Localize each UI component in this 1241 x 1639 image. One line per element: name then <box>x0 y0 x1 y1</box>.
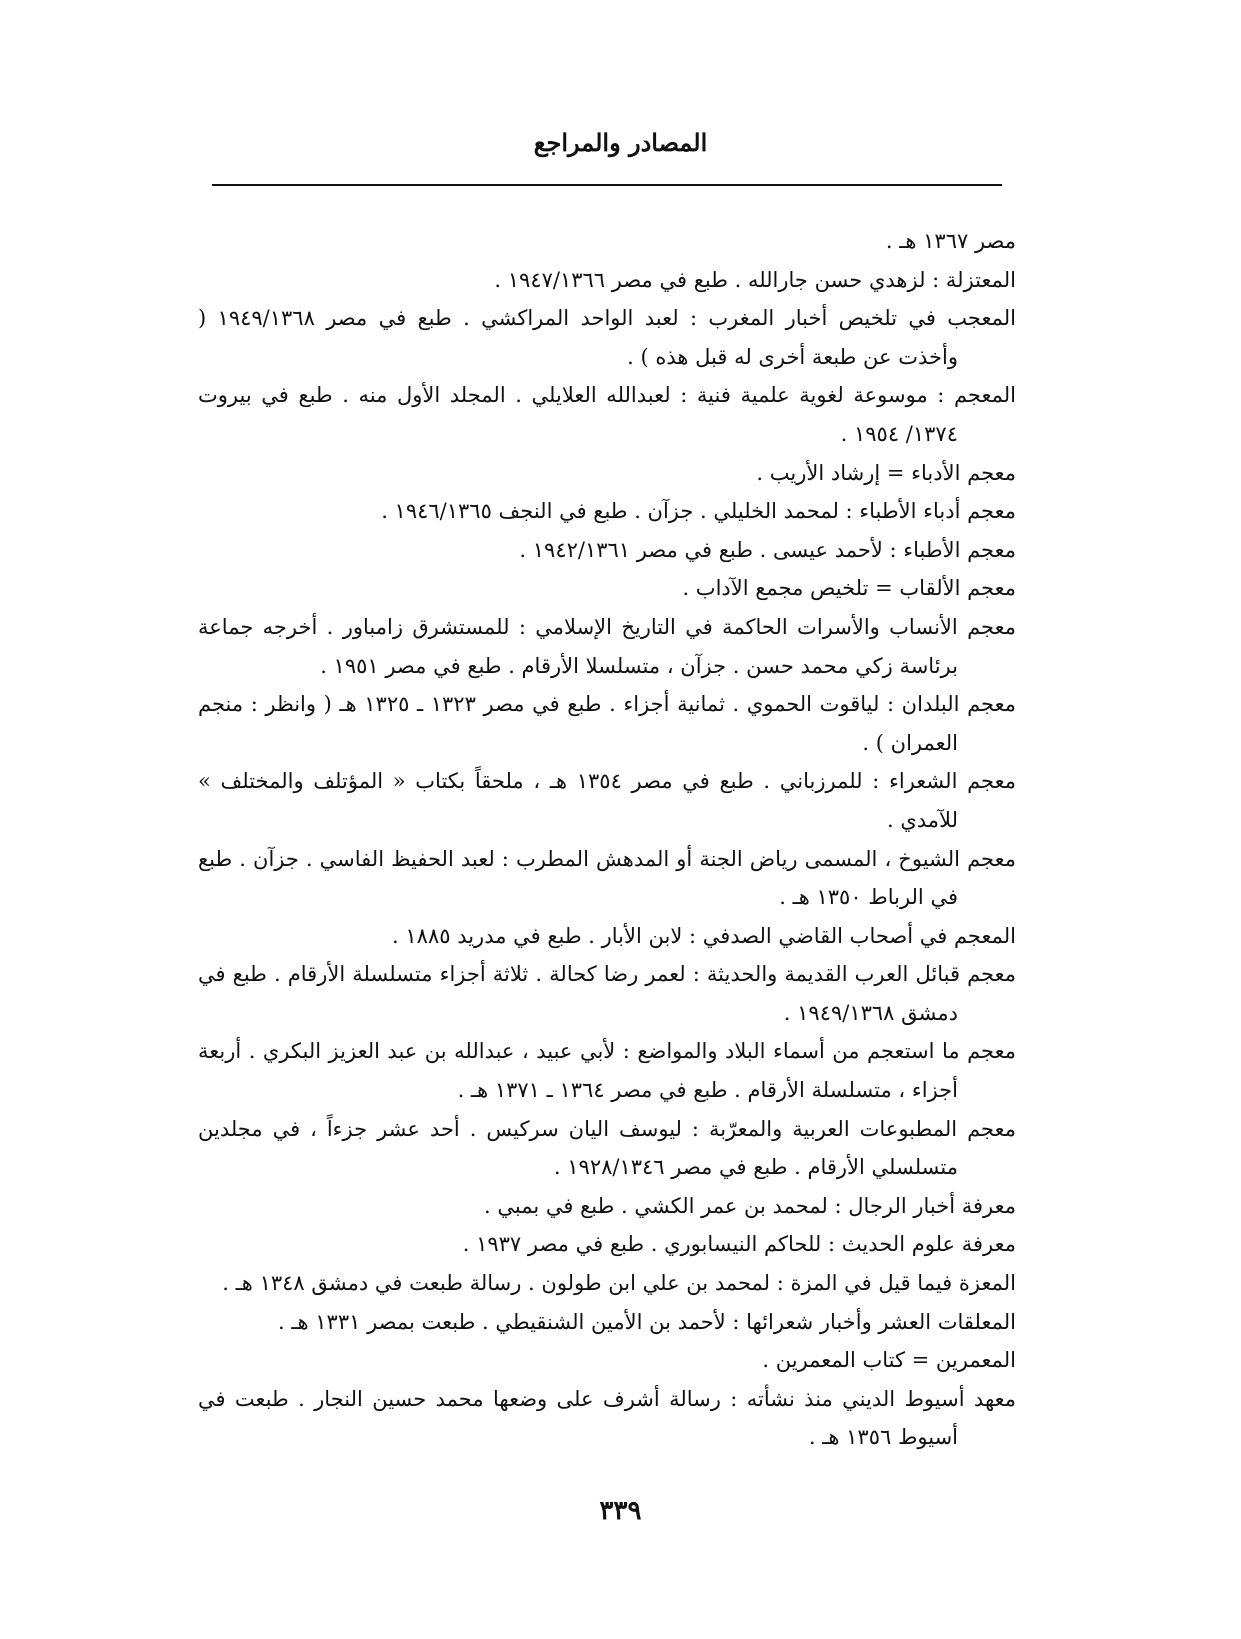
bibliography-entry: معجم الشعراء : للمرزباني . طبع في مصر ١٣٥٤ هـ ، ملحقاً بكتاب « المؤتلف والمختلف » للآمدي . <box>198 769 1016 832</box>
bibliography-entry: المعتزلة : لزهدي حسن جارالله . طبع في مصر ١٩٤٧/١٣٦٦ . <box>494 267 1016 292</box>
bibliography-entry: معجم قبائل العرب القديمة والحديثة : لعمر رضا كحالة . ثلاثة أجزاء متسلسلة الأرقام . طبع في دمشق ١٩٤٩/١٣٦٨ . <box>198 962 1016 1025</box>
bibliography-entry: معجم الشيوخ ، المسمى رياض الجنة أو المدهش المطرب : لعبد الحفيظ الفاسي . جزآن . طبع في الرباط ١٣٥٠ هـ . <box>198 846 1016 910</box>
header-divider <box>212 184 1002 186</box>
bibliography-entry: معجم الأدباء = إرشاد الأريب . <box>756 460 1016 485</box>
bibliography-entry: معجم المطبوعات العربية والمعرّبة : ليوسف اليان سركيس . أحد عشر جزءاً ، في مجلدين متسلسلي الأرقام . طبع في مصر ١٩٢٨/١٣٤٦ . <box>198 1116 1016 1180</box>
page-header-title: المصادر والمراجع <box>533 128 708 157</box>
bibliography-entry: معهد أسيوط الديني منذ نشأته : رسالة أشرف على وضعها محمد حسين النجار . طبعت في أسيوط ١٣٥٦ هـ . <box>198 1386 1016 1450</box>
bibliography-entry: المعجب في تلخيص أخبار المغرب : لعبد الواحد المراكشي . طبع في مصر ١٩٤٩/١٣٦٨ ( وأخذت عن طبعة أخرى له قبل هذه ) . <box>198 306 1016 369</box>
bibliography-entry: مصر ١٣٦٧ هـ . <box>885 229 1016 253</box>
bibliography-entry: معجم الأطباء : لأحمد عيسى . طبع في مصر ١٩٤٢/١٣٦١ . <box>519 537 1016 562</box>
bibliography-entry: معرفة أخبار الرجال : لمحمد بن عمر الكشي . طبع في بمبي . <box>484 1193 1016 1218</box>
bibliography-entry: المعمرين = كتاب المعمرين . <box>762 1348 1016 1373</box>
bibliography-entry: معجم الألقاب = تلخيص مجمع الآداب . <box>682 576 1016 601</box>
page-number: ٣٣٩ <box>599 1496 642 1526</box>
bibliography-entry: معجم الأنساب والأسرات الحاكمة في التاريخ الإسلامي : للمستشرق زامباور . أخرجه جماعة برئاسة زكي محمد حسن . جزآن ، متسلسلا الأرقام . طبع في مصر ١٩٥١ . <box>198 614 1016 678</box>
bibliography-entry: معجم أدباء الأطباء : لمحمد الخليلي . جزآن . طبع في النجف ١٩٤٦/١٣٦٥ . <box>381 499 1016 524</box>
bibliography-entry: المعجم : موسوعة لغوية علمية فنية : لعبدالله العلايلي . المجلد الأول منه . طبع في بيروت ١٣٧٤/ ١٩٥٤ . <box>198 383 1016 446</box>
bibliography-entry: معجم ما استعجم من أسماء البلاد والمواضع : لأبي عبيد ، عبدالله بن عبد العزيز البكري . أربعة أجزاء ، متسلسلة الأرقام . طبع في مصر ١٣٦٤ ـ ١٣٧١ هـ . <box>198 1039 1016 1103</box>
bibliography-entry: المعلقات العشر وأخبار شعرائها : لأحمد بن الأمين الشنقيطي . طبعت بمصر ١٣٣١ هـ . <box>278 1309 1016 1334</box>
bibliography-list <box>198 222 1016 1457</box>
bibliography-entry: المعجم في أصحاب القاضي الصدفي : لابن الأبار . طبع في مدريد ١٨٨٥ . <box>392 923 1016 948</box>
bibliography-entry: المعزة فيما قيل في المزة : لمحمد بن علي ابن طولون . رسالة طبعت في دمشق ١٣٤٨ هـ . <box>222 1271 1016 1296</box>
bibliography-entry: معجم البلدان : لياقوت الحموي . ثمانية أجزاء . طبع في مصر ١٣٢٣ ـ ١٣٢٥ هـ ( وانظر : منجم العمران ) . <box>198 692 1016 755</box>
bibliography-entry: معرفة علوم الحديث : للحاكم النيسابوري . طبع في مصر ١٩٣٧ . <box>462 1232 1016 1257</box>
